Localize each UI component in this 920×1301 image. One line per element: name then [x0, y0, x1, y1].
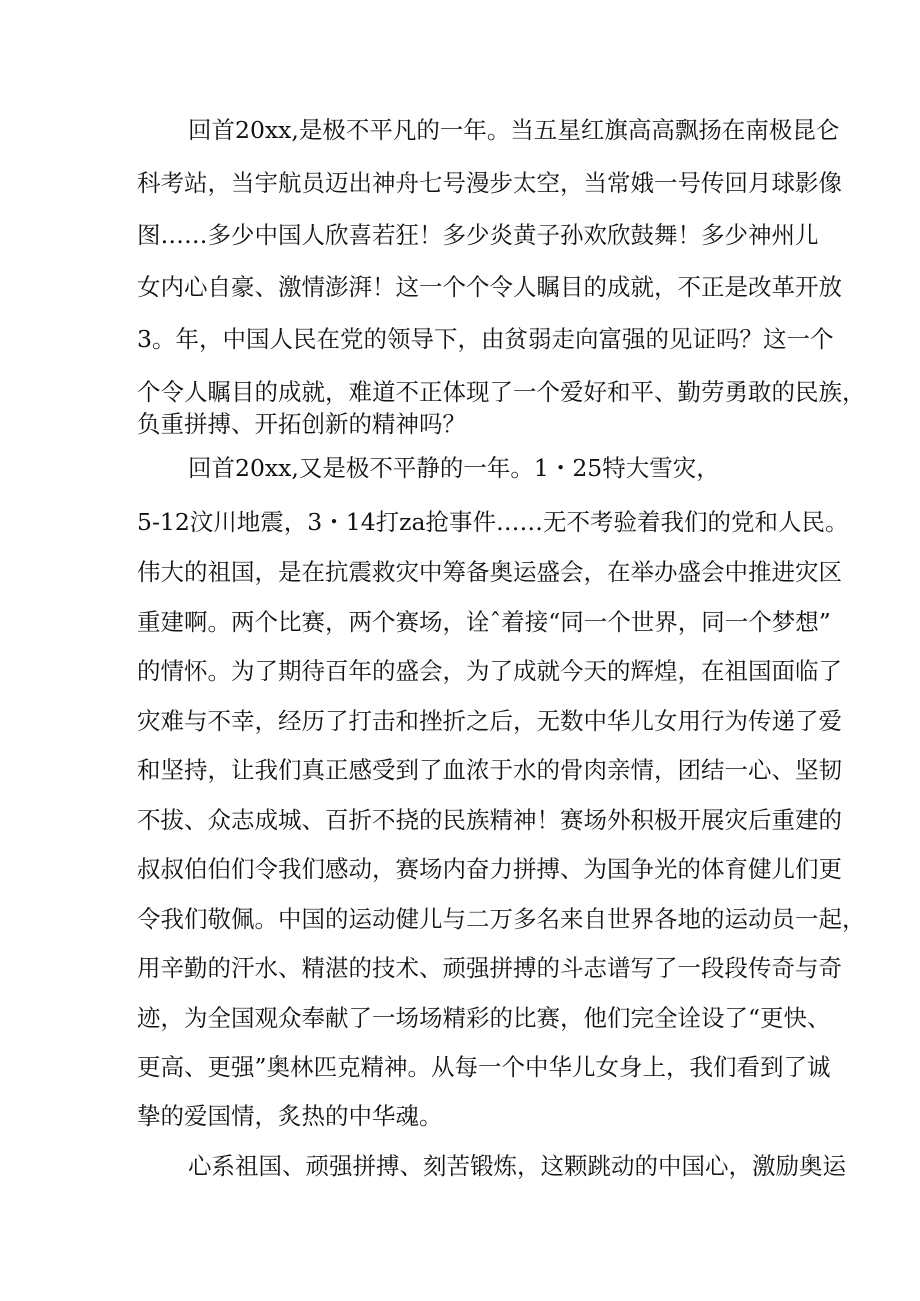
paragraph-1-line-1: 回首20xx,是极不平凡的一年。当五星红旗高高飘扬在南极昆仑 — [188, 116, 840, 144]
paragraph-2-line-12: 迹，为全国观众奉献了一场场精彩的比赛，他们完全诠设了“更快、 — [137, 1004, 831, 1032]
paragraph-2-line-6: 灾难与不幸，经历了打击和挫折之后，无数中华儿女用行为传递了爱 — [137, 707, 842, 735]
paragraph-1-line-5: 3。年，中国人民在党的领导下，由贫弱走向富强的见证吗？这一个 — [137, 325, 834, 353]
paragraph-2-line-9: 叔叔伯伯们令我们感动，赛场内奋力拼搏、为国争光的体育健儿们更 — [137, 855, 842, 883]
paragraph-2-line-8: 不拔、众志成城、百折不挠的民族精神！赛场外积极开展灾后重建的 — [137, 806, 842, 834]
paragraph-2-line-2: 5-12汶川地震，3・14打za抢事件……无不考验着我们的党和人民。 — [137, 508, 849, 536]
paragraph-2-line-1: 回首20xx,又是极不平静的一年。1・25特大雪灾， — [188, 454, 720, 482]
paragraph-1-line-6: 个令人瞩目的成就，难道不正体现了一个爱好和平、勤劳勇敢的民族， — [137, 378, 866, 406]
paragraph-3-line-1: 心系祖国、顽强拼搏、刻苦锻炼，这颗跳动的中国心，激励奥运 — [188, 1152, 846, 1180]
paragraph-2-line-13: 更高、更强”奥林匹克精神。从每一个中华儿女身上，我们看到了诚 — [137, 1053, 831, 1081]
paragraph-1-line-7: 负重拼搏、开拓创新的精神吗？ — [137, 410, 466, 438]
paragraph-2-line-3: 伟大的祖国，是在抗震救灾中筹备奥运盛会，在举办盛会中推进灾区 — [137, 558, 842, 586]
paragraph-1-line-4: 女内心自豪、激情澎湃！这一个个令人瞩目的成就，不正是改革开放 — [137, 273, 842, 301]
paragraph-2-line-5: 的情怀。为了期待百年的盛会，为了成就今天的辉煌，在祖国面临了 — [137, 657, 842, 685]
paragraph-2-line-10: 令我们敬佩。中国的运动健儿与二万多名来自世界各地的运动员一起， — [137, 905, 866, 933]
paragraph-2-line-11: 用辛勤的汗水、精湛的技术、顽强拼搏的斗志谱写了一段段传奇与奇 — [137, 954, 842, 982]
paragraph-2-line-7: 和坚持，让我们真正感受到了血浓于水的骨肉亲情，团结一心、坚韧 — [137, 756, 842, 784]
paragraph-2-line-4: 重建啊。两个比赛，两个赛场，诠ˆ着接“同一个世界，同一个梦想” — [137, 608, 831, 636]
paragraph-2-line-14: 挚的爱国情，炙热的中华魂。 — [137, 1102, 443, 1130]
paragraph-1-line-3: 图……多少中国人欣喜若狂！多少炎黄子孙欢欣鼓舞！多少神州儿 — [137, 221, 819, 249]
paragraph-1-line-2: 科考站，当宇航员迈出神舟七号漫步太空，当常娥一号传回月球影像 — [137, 169, 842, 197]
